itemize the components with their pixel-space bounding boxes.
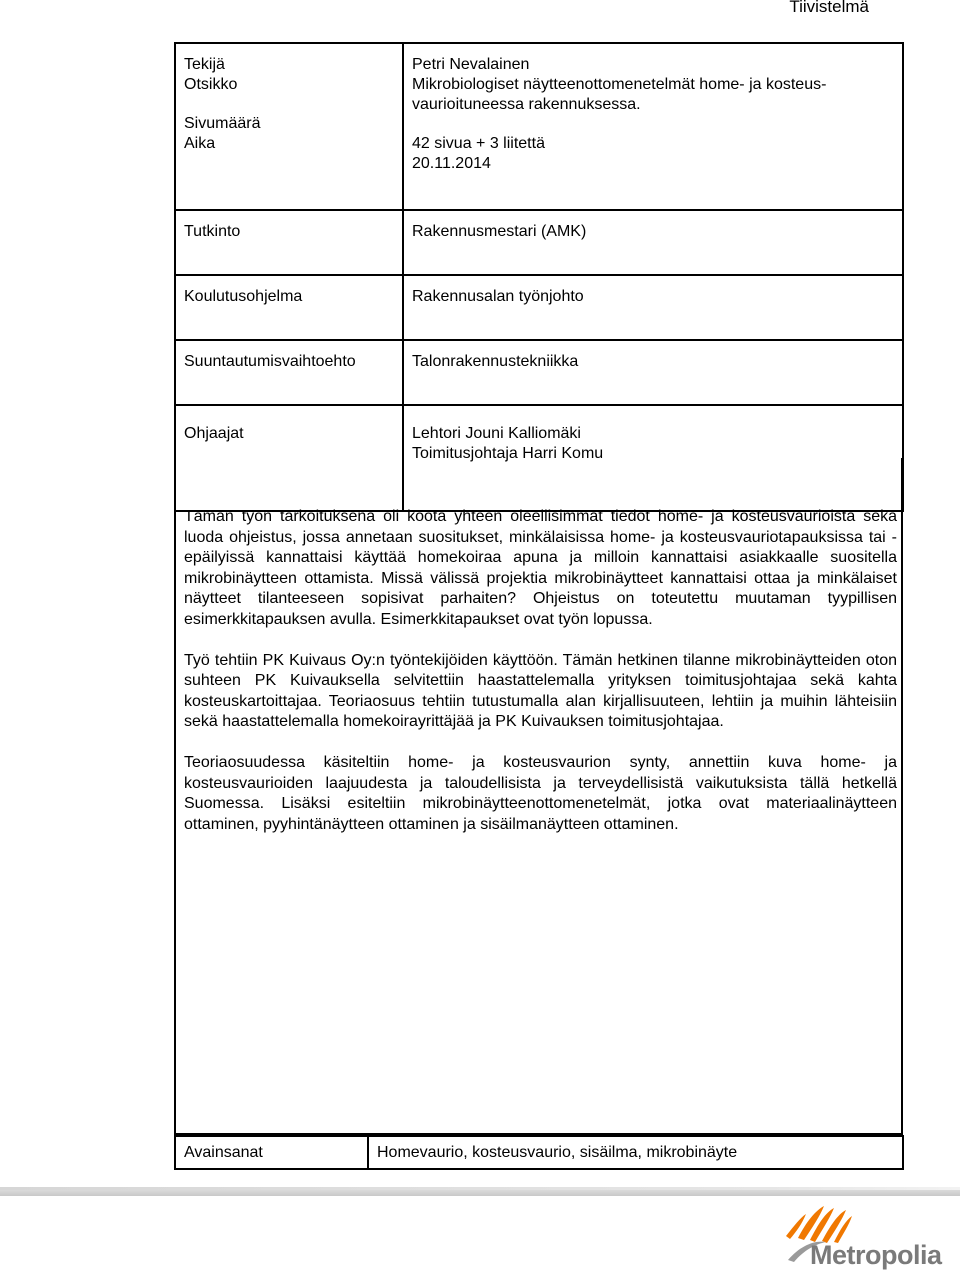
label-author: Tekijä [184, 56, 225, 73]
supervisor-1: Lehtori Jouni Kalliomäki [412, 425, 581, 442]
specialisation-row [175, 340, 903, 405]
label-degree: Tutkinto [175, 210, 403, 275]
abstract-paragraph-2: Työ tehtiin PK Kuivaus Oy:n työntekijöiden käyttöön. Tämän hetkinen tilanne mikrobinäytteiden oton suhteen PK Kuivauksella selvitettiin haastattelemalla yrityksen toimitusjohtajaa sekä kahta kosteuskartoittajaa. Teoriaosuus tehtiin tutustumalla alan kirjallisuuteen, lehtiin ja muihin lähteisiin sekä haastattelemalla homekoirayrittäjää ja PK Kuivauksen toimitusjohtajaa. [184, 651, 897, 730]
specialisation-value: Talonrakennustekniikka [403, 340, 903, 405]
abstract-paragraph-1: Tämän työn tarkoituksena oli koota yhteen oleellisimmat tiedot home- ja kosteusvaurioista sekä luoda ohjeistus, jossa annetaan suositukset, minkälaisissa home- ja kosteusvauriotapauksissa tai -epäilyissä kannattaisi käyttää homekoiraa apuna ja milloin kannattaisi asiakkaalle suositella mikrobinäytteen ottamista. Missä välissä projektia mikrobinäytteet kannattaisi ottaa ja minkälaiset näytteet tilanteeseen sopisivat parhaiten? Ohjeistus on toteutettu muutaman tyypillisen esimerkkitapauksen avulla. Esimerkkitapaukset ovat työn lopussa. [184, 508, 897, 628]
keywords-row [175, 1136, 903, 1169]
submission-date: 20.11.2014 [412, 155, 491, 172]
programme-value: Rakennusalan työnjohto [403, 275, 903, 340]
keywords-table [174, 1135, 904, 1170]
abstract-paragraph-3: Teoriaosuudessa käsiteltiin home- ja kosteusvaurion synty, annettiin kuva home- ja kosteusvaurioiden laajuudesta ja taloudellisista ja terveydellisistä vaikutuksista tällä hetkellä Suomessa. Lisäksi esiteltiin mikrobinäytteenottomenetelmät, jotka ovat materiaalinäytteen ottaminen, pyyhintänäytteen ottaminen ja sisäilmanäytteen ottaminen. [184, 754, 897, 833]
degree-value: Rakennusmestari (AMK) [403, 210, 903, 275]
label-date: Aika [184, 135, 216, 152]
footer-divider [0, 1187, 960, 1196]
programme-row [175, 275, 903, 340]
keywords-value: Homevaurio, kosteusvaurio, sisäilma, mikrobinäyte [368, 1136, 903, 1169]
thesis-title-line-1: Mikrobiologiset näytteenottomenetelmät home- ja kosteus- [412, 76, 827, 93]
abstract-text [184, 507, 897, 856]
author-labels-cell [175, 43, 403, 210]
abstract-box [174, 458, 903, 1135]
author-values-cell [403, 43, 903, 210]
metadata-table [174, 42, 904, 512]
label-supervisors: Ohjaajat [175, 405, 403, 511]
label-specialisation: Suuntautumisvaihtoehto [175, 340, 403, 405]
degree-row [175, 210, 903, 275]
thesis-title-line-2: vaurioituneessa rakennuksessa. [412, 96, 641, 113]
logo-wordmark: Metropolia [810, 1240, 942, 1270]
page-count: 42 sivua + 3 liitettä [412, 135, 545, 152]
author-title-row [175, 43, 903, 210]
author-name: Petri Nevalainen [412, 56, 530, 73]
document-type-label: Tiivistelmä [789, 0, 869, 16]
logo-flame-icon [786, 1206, 852, 1243]
label-title: Otsikko [184, 76, 238, 93]
supervisor-2: Toimitusjohtaja Harri Komu [412, 445, 604, 462]
label-keywords: Avainsanat [175, 1136, 368, 1169]
label-page-count: Sivumäärä [184, 115, 261, 132]
label-programme: Koulutusohjelma [175, 275, 403, 340]
